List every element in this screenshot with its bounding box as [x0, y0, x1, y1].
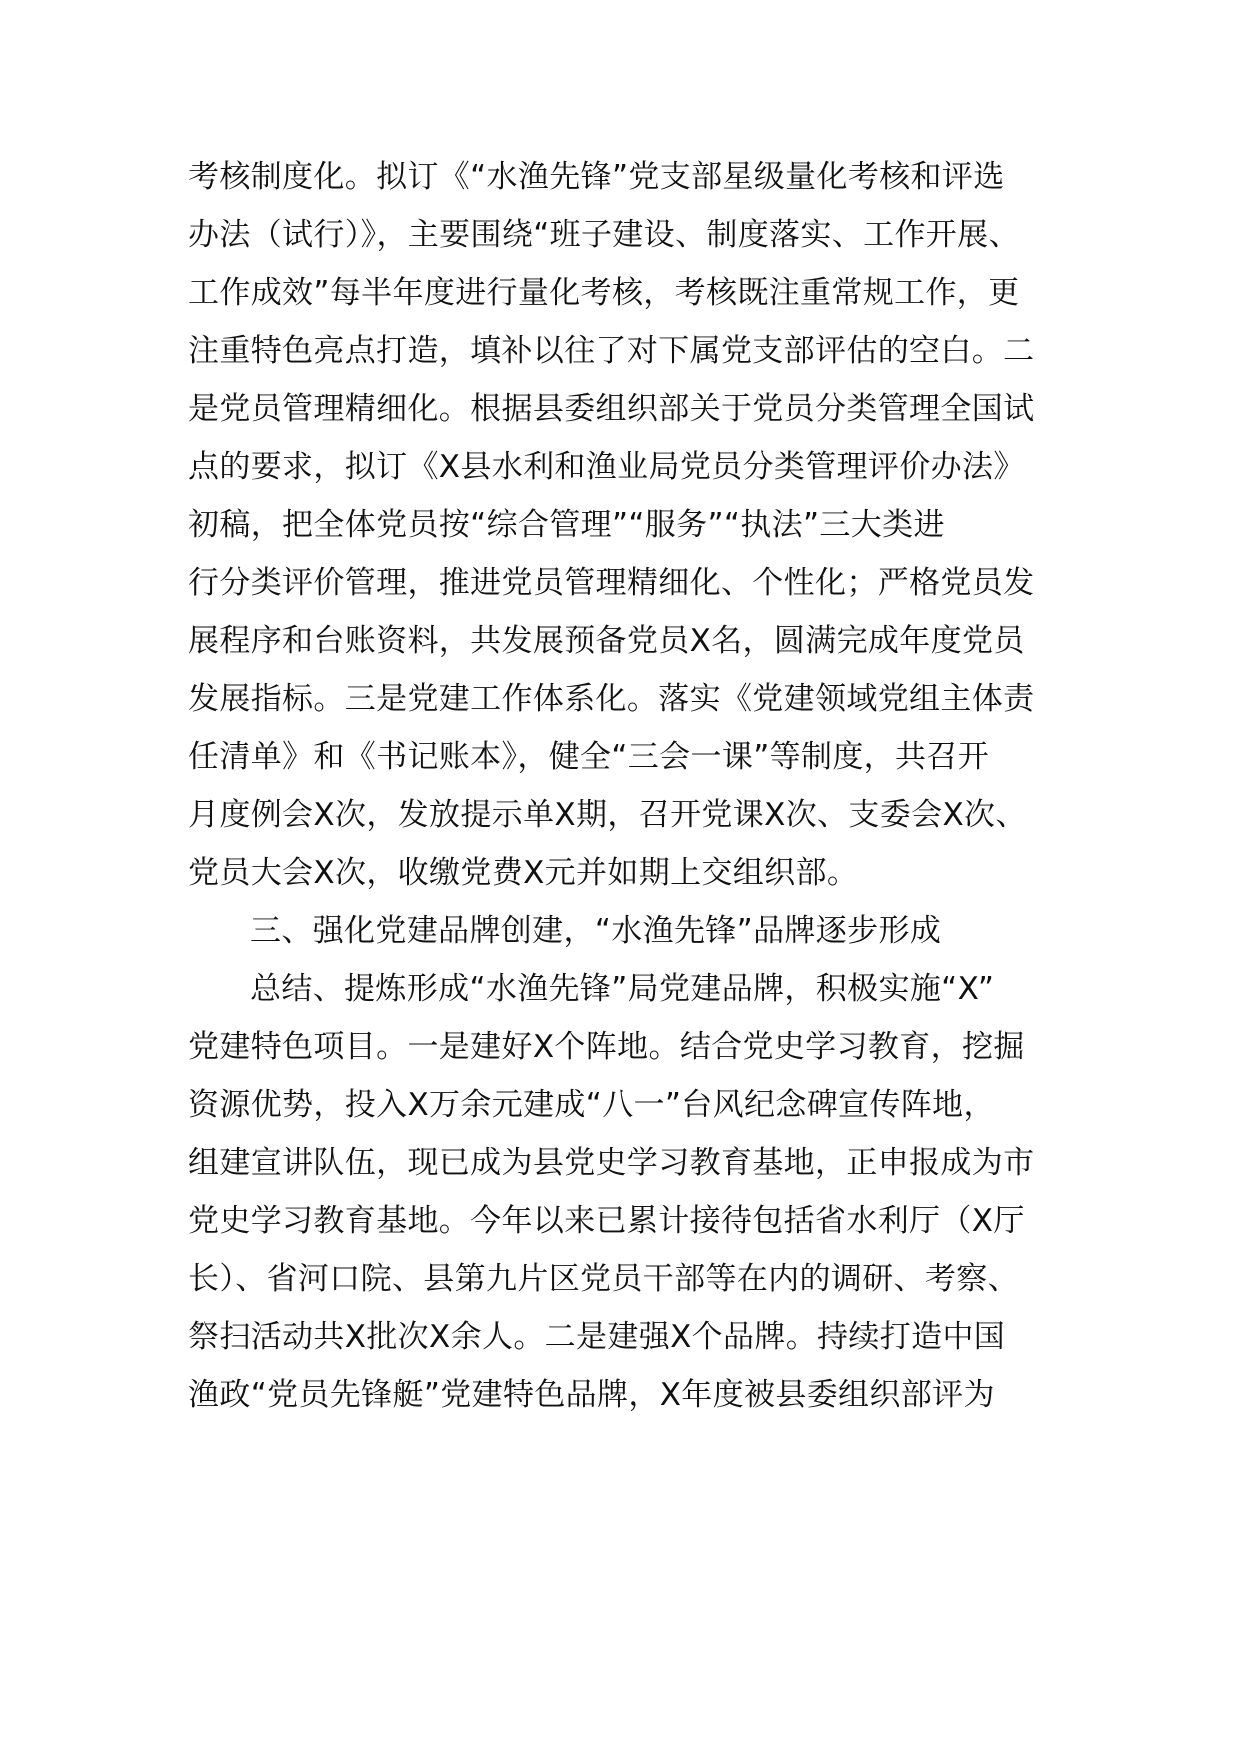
text-line-11: 任清单》和《书记账本》，健全“三会一课”等制度，共召开	[188, 739, 990, 775]
text-line-1: 考核制度化。拟订《“水渔先锋”党支部星级量化考核和评选	[188, 159, 1005, 195]
text-line-2: 办法（试行）》，主要围绕“班子建设、制度落实、工作开展、	[188, 217, 1020, 253]
text-line-16: 党建特色项目。一是建好X个阵地。结合党史学习教育，挖掘	[188, 1029, 1025, 1065]
text-line-13: 党员大会X次，收缴党费X元并如期上交组织部。	[188, 855, 859, 891]
text-line-9: 展程序和台账资料，共发展预备党员X名，圆满完成年度党员	[188, 623, 1025, 659]
text-line-3: 工作成效”每半年度进行量化考核，考核既注重常规工作，更	[188, 275, 1020, 311]
text-line-18: 组建宣讲队伍，现已成为县党史学习教育基地，正申报成为市	[188, 1145, 1035, 1181]
text-line-6: 点的要求，拟订《X县水利和渔业局党员分类管理评价办法》	[188, 449, 1025, 485]
text-line-4: 注重特色亮点打造，填补以往了对下属党支部评估的空白。二	[188, 333, 1035, 369]
text-line-20: 长）、省河口院、县第九片区党员干部等在内的调研、考察、	[188, 1261, 1019, 1297]
text-line-7: 初稿，把全体党员按“综合管理”“服务”“执法”三大类进	[188, 507, 945, 543]
text-line-8: 行分类评价管理，推进党员管理精细化、个性化；严格党员发	[188, 565, 1035, 601]
text-line-15: 总结、提炼形成“水渔先锋”局党建品牌，积极实施“X”	[250, 971, 995, 1007]
text-line-17: 资源优势，投入X万余元建成“八一”台风纪念碑宣传阵地，	[188, 1087, 995, 1123]
text-line-5: 是党员管理精细化。根据县委组织部关于党员分类管理全国试	[188, 391, 1035, 427]
text-line-12: 月度例会X次，发放提示单X期，召开党课X次、支委会X次、	[188, 797, 1027, 833]
text-line-21: 祭扫活动共X批次X余人。二是建强X个品牌。持续打造中国	[188, 1319, 1006, 1355]
section-heading: 三、强化党建品牌创建，“水渔先锋”品牌逐步形成	[250, 913, 942, 949]
text-line-22: 渔政“党员先锋艇”党建特色品牌，X年度被县委组织部评为	[188, 1377, 995, 1413]
text-line-19: 党史学习教育基地。今年以来已累计接待包括省水利厅（X厅	[188, 1203, 1025, 1239]
text-line-10: 发展指标。三是党建工作体系化。落实《党建领域党组主体责	[188, 681, 1035, 717]
